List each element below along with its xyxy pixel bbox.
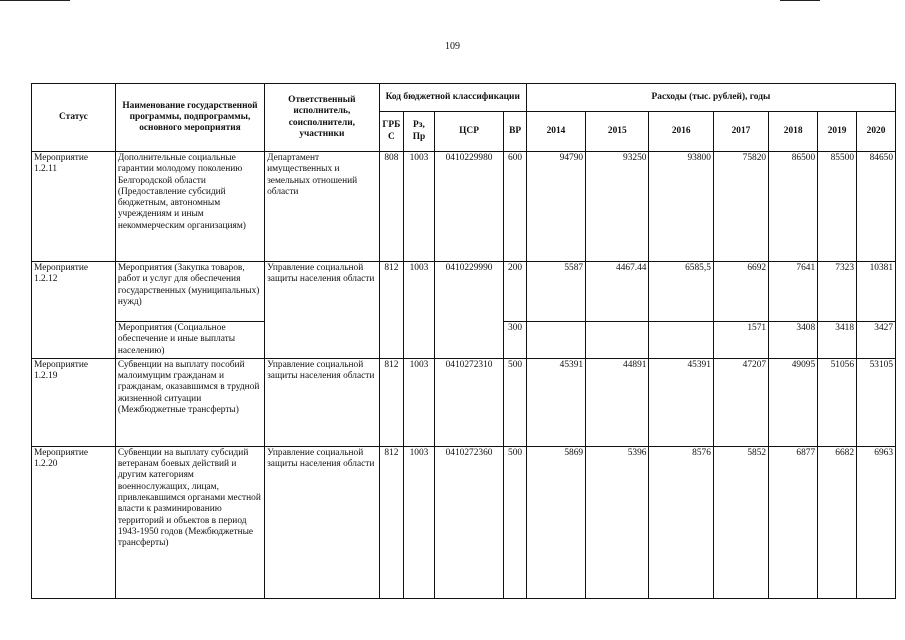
table-row [32, 358, 896, 446]
row-status: Мероприятие 1.2.12 [32, 262, 116, 359]
table-row [32, 152, 896, 262]
row-value: 86500 [769, 152, 818, 262]
header-status: Статус [32, 84, 116, 152]
header-year: 2019 [818, 112, 857, 152]
row-value: 3408 [769, 322, 818, 359]
row-vr: 200 [504, 262, 527, 322]
row-csr: 0410229980 [434, 152, 504, 262]
row-value: 8576 [649, 446, 713, 598]
row-value: 53105 [857, 358, 896, 446]
row-value: 94790 [526, 152, 585, 262]
header-expenses: Расходы (тыс. рублей), годы [526, 84, 895, 112]
row-vr: 500 [504, 358, 527, 446]
row-value: 44891 [586, 358, 649, 446]
row-value: 1571 [713, 322, 768, 359]
row-name: Субвенции на выплату пособий малоимущим гражданам и гражданам, оказавшимся в трудной жизненной ситуации (Межбюджетные трансферты) [115, 358, 264, 446]
row-csr: 0410229990 [434, 262, 504, 359]
header-grbs: ГРБ С [379, 112, 404, 152]
row-rzpr: 1003 [404, 358, 435, 446]
row-value: 75820 [713, 152, 768, 262]
table-row [32, 446, 896, 598]
table-row [32, 262, 896, 322]
budget-table [31, 83, 896, 599]
row-value: 6877 [769, 446, 818, 598]
row-grbs: 812 [379, 446, 404, 598]
row-value [649, 322, 713, 359]
page-number: 109 [445, 41, 460, 52]
header-vr: ВР [504, 112, 527, 152]
top-edge-line [0, 0, 70, 1]
row-executor: Управление социальной защиты населения области [265, 446, 380, 598]
row-value: 51056 [818, 358, 857, 446]
row-name: Дополнительные социальные гарантии молодому поколению Белгородской области (Предоставление субсидий бюджетным, автономным учреждениям и иным некоммерческим организациям) [115, 152, 264, 262]
row-value: 93800 [649, 152, 713, 262]
row-value: 5587 [526, 262, 585, 322]
header-year: 2015 [586, 112, 649, 152]
row-vr: 300 [504, 322, 527, 359]
row-csr: 0410272360 [434, 446, 504, 598]
row-value [586, 322, 649, 359]
row-value: 3427 [857, 322, 896, 359]
row-value: 3418 [818, 322, 857, 359]
row-value: 5396 [586, 446, 649, 598]
row-rzpr: 1003 [404, 152, 435, 262]
row-csr: 0410272310 [434, 358, 504, 446]
row-executor: Управление социальной защиты населения области [265, 358, 380, 446]
row-name: Мероприятия (Социальное обеспечение и иные выплаты населению) [115, 322, 264, 359]
header-year: 2014 [526, 112, 585, 152]
row-vr: 500 [504, 446, 527, 598]
row-status: Мероприятие 1.2.11 [32, 152, 116, 262]
row-status: Мероприятие 1.2.19 [32, 358, 116, 446]
row-grbs: 812 [379, 262, 404, 359]
row-rzpr: 1003 [404, 262, 435, 359]
row-value: 5852 [713, 446, 768, 598]
header-program: Наименование государственной программы, подпрограммы, основного мероприятия [115, 84, 264, 152]
row-executor: Управление социальной защиты населения области [265, 262, 380, 359]
header-year: 2018 [769, 112, 818, 152]
row-value: 6963 [857, 446, 896, 598]
row-value: 6692 [713, 262, 768, 322]
header-rzpr: Рз, Пр [404, 112, 435, 152]
top-edge-line [780, 0, 820, 1]
row-grbs: 808 [379, 152, 404, 262]
header-year: 2017 [713, 112, 768, 152]
row-value: 45391 [526, 358, 585, 446]
row-value: 4467.44 [586, 262, 649, 322]
row-grbs: 812 [379, 358, 404, 446]
row-value: 49095 [769, 358, 818, 446]
row-value: 6585,5 [649, 262, 713, 322]
row-value: 6682 [818, 446, 857, 598]
table-header [32, 84, 896, 152]
row-value: 45391 [649, 358, 713, 446]
header-year: 2016 [649, 112, 713, 152]
row-vr: 600 [504, 152, 527, 262]
header-year: 2020 [857, 112, 896, 152]
row-name: Мероприятия (Закупка товаров, работ и услуг для обеспечения государственных (муниципальных) нужд) [115, 262, 264, 322]
row-value: 93250 [586, 152, 649, 262]
row-value [526, 322, 585, 359]
row-value: 85500 [818, 152, 857, 262]
row-value: 5869 [526, 446, 585, 598]
row-value: 7641 [769, 262, 818, 322]
row-value: 7323 [818, 262, 857, 322]
row-value: 10381 [857, 262, 896, 322]
row-executor: Департамент имущественных и земельных отношений области [265, 152, 380, 262]
header-csr: ЦСР [434, 112, 504, 152]
row-rzpr: 1003 [404, 446, 435, 598]
row-value: 84650 [857, 152, 896, 262]
header-executor: Ответственный исполнитель, соисполнители, участники [265, 84, 380, 152]
row-name: Субвенции на выплату субсидий ветеранам боевых действий и другим категориям военнослужащих, лицам, привлекавшимся органами местной власти к разминированию территорий и объектов в период 1943-1950 годов (Межбюджетные трансферты) [115, 446, 264, 598]
row-value: 47207 [713, 358, 768, 446]
header-budget-code: Код бюджетной классификации [379, 84, 526, 112]
row-status: Мероприятие 1.2.20 [32, 446, 116, 598]
